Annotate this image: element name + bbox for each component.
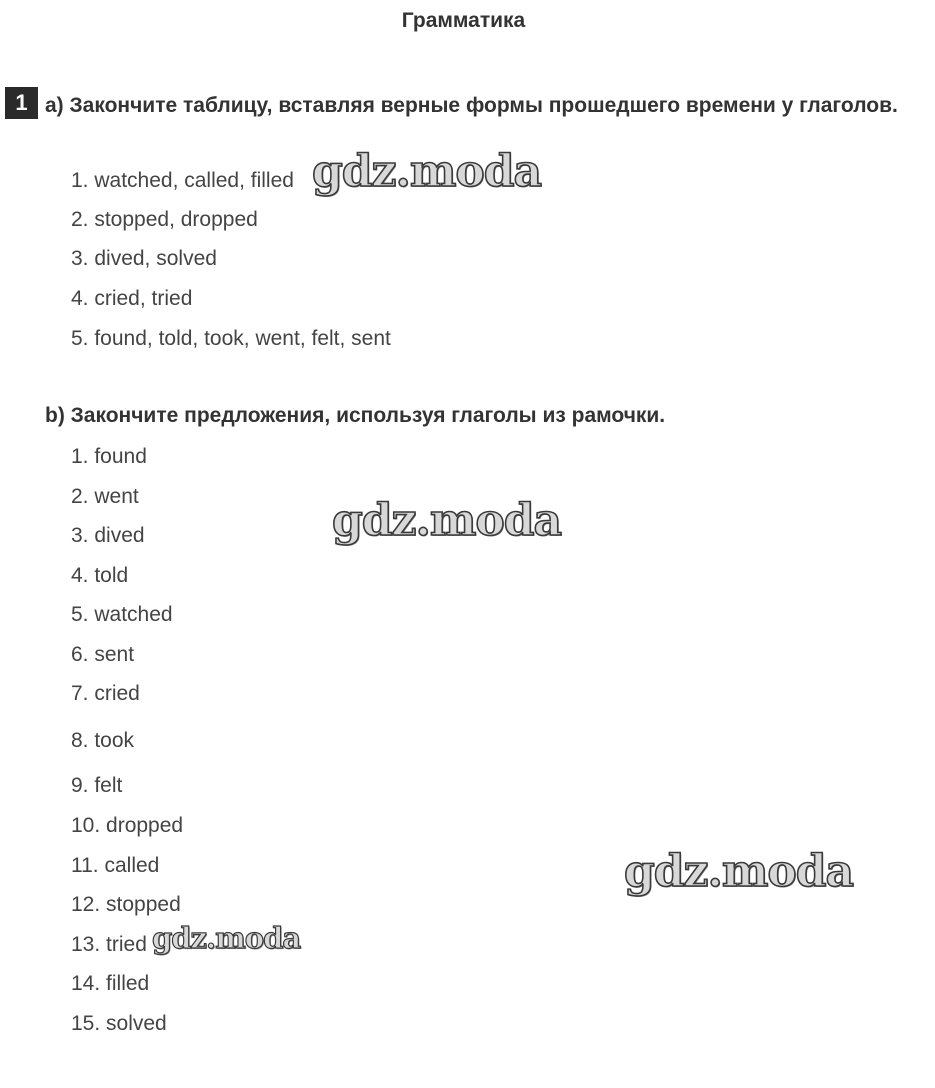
part-b-answer-5: 5. watched bbox=[71, 603, 173, 626]
part-b-answer-4: 4. told bbox=[71, 564, 129, 587]
part-b-answer-13: 13. tried bbox=[71, 933, 147, 956]
part-b-answer-9: 9. felt bbox=[71, 774, 123, 797]
part-a-answer-1: 1. watched, called, filled bbox=[71, 169, 294, 192]
task-number-badge: 1 bbox=[5, 87, 38, 119]
part-a-answer-5: 5. found, told, took, went, felt, sent bbox=[71, 327, 391, 350]
part-a-instruction: a) Закончите таблицу, вставляя верные формы прошедшего времени у глаголов. bbox=[45, 94, 898, 117]
part-b-answer-7: 7. cried bbox=[71, 682, 140, 705]
part-b-answer-2: 2. went bbox=[71, 485, 139, 508]
watermark-logo: gdz.moda bbox=[152, 921, 301, 955]
part-b-answer-14: 14. filled bbox=[71, 972, 150, 995]
part-a-answer-3: 3. dived, solved bbox=[71, 247, 217, 270]
part-b-instruction: b) Закончите предложения, используя глаголы из рамочки. bbox=[45, 404, 666, 427]
part-b-answer-12: 12. stopped bbox=[71, 893, 181, 916]
part-b-answer-11: 11. called bbox=[71, 854, 160, 877]
watermark-logo: gdz.moda bbox=[624, 846, 854, 897]
watermark-logo: gdz.moda bbox=[332, 495, 562, 546]
part-b-answer-3: 3. dived bbox=[71, 524, 145, 547]
part-b-answer-10: 10. dropped bbox=[71, 814, 184, 837]
part-b-answer-15: 15. solved bbox=[71, 1012, 167, 1035]
part-a-answer-2: 2. stopped, dropped bbox=[71, 208, 258, 231]
page-title: Грамматика bbox=[401, 9, 526, 32]
part-b-answer-1: 1. found bbox=[71, 445, 147, 468]
watermark-logo: gdz.moda bbox=[312, 146, 542, 197]
part-a-answer-4: 4. cried, tried bbox=[71, 287, 193, 310]
part-b-answer-8: 8. took bbox=[71, 729, 135, 752]
part-b-answer-6: 6. sent bbox=[71, 643, 135, 666]
